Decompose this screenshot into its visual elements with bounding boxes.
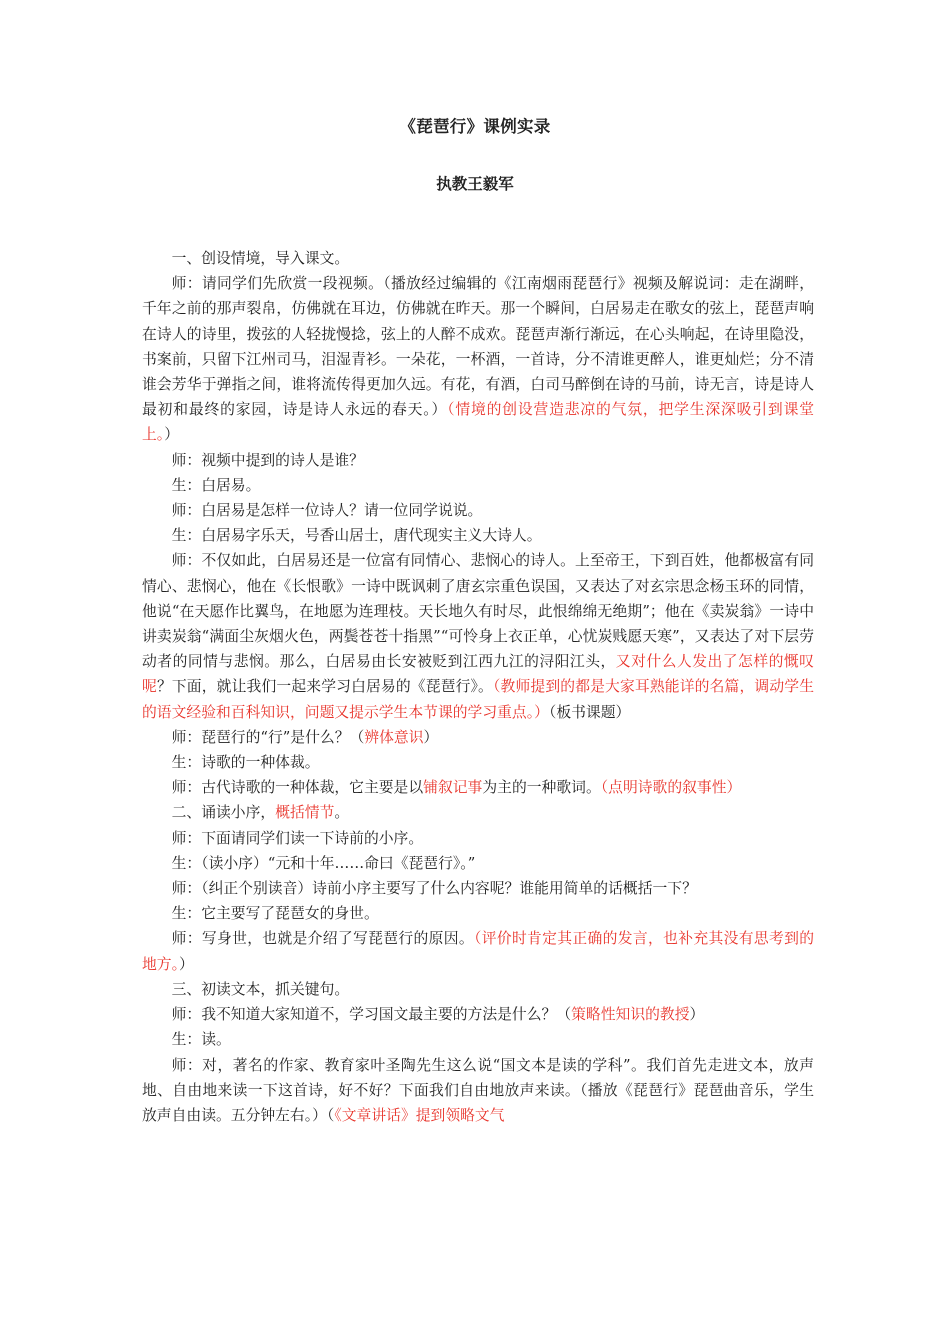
paragraph-text: 一、创设情境，导入课文。 xyxy=(171,250,350,267)
paragraph xyxy=(142,826,814,851)
paragraph xyxy=(142,800,814,825)
paragraph-text: 生：（读小序）“元和十年……命曰《琵琶行》。” xyxy=(171,854,476,872)
paragraph-text: 师：视频中提到的诗人是谁？ xyxy=(171,451,364,469)
paragraph xyxy=(142,851,814,876)
paragraph xyxy=(142,926,814,976)
paragraph-text: 生：白居易字乐天，号香山居士，唐代现实主义大诗人。 xyxy=(171,527,542,545)
paragraph-text: ） xyxy=(179,955,194,973)
paragraph xyxy=(142,498,814,523)
paragraph-text: 师：琵琶行的“行”是什么？（ xyxy=(171,728,365,746)
paragraph-text: 生：读。 xyxy=(171,1031,231,1049)
annotation-text: 辨体意识 xyxy=(364,728,424,746)
paragraph-text: 师：古代诗歌的一种体裁，它主要是以 xyxy=(171,779,424,797)
paragraph-text: ？下面，就让我们一起来学习白居易的《琵琶行》。 xyxy=(156,678,493,696)
paragraph xyxy=(142,725,814,750)
paragraph xyxy=(142,1027,814,1052)
document-author: 执教王毅军 xyxy=(436,175,514,193)
annotation-text: 策略性知识的教授 xyxy=(571,1006,690,1024)
paragraph-text: 师：写身世，也就是介绍了写琵琶行的原因。 xyxy=(171,930,474,948)
paragraph-text: 师：下面请同学们读一下诗前的小序。 xyxy=(171,829,424,847)
paragraph-text: 师：不仅如此，白居易还是一位富有同情心、悲悯心的诗人。上至帝王，下到百姓，他都极富有同情心、悲悯心，他在《长恨歌》一诗中既讽刺了唐玄宗重色误国，又表达了对玄宗思念杨玉环的同情，他说“在天愿作比翼鸟，在地愿为连理枝。天长地久有时尽，此恨绵绵无绝期”；他在《卖炭翁》一诗中讲卖炭翁“满面尘灰烟火色，两鬓苍苍十指黑”“可怜身上衣正单，心忧炭贱愿天寒”，又表达了对下层劳动者的同情与悲悯。那么，白居易由长安被贬到江西九江的浔阳江头， xyxy=(142,552,814,671)
paragraph-text: 生：它主要写了琵琶女的身世。 xyxy=(171,905,379,923)
annotation-text: （情境的创设营造悲凉的气氛，把学生深深吸引到课堂上。 xyxy=(142,401,814,444)
annotation-text: （点明诗歌的叙事性） xyxy=(600,779,742,797)
paragraph-text: 生：白居易。 xyxy=(171,476,261,494)
paragraph-text: 师：（纠正个别读音）诗前小序主要写了什么内容呢？谁能用简单的话概括一下？ xyxy=(171,880,697,898)
annotation-text: 《文章讲话》提到领略文气 xyxy=(334,1106,505,1124)
paragraph-text: 师：请同学们先欣赏一段视频。（播放经过编辑的《江南烟雨琵琶行》视频及解说词：走在湖畔，千年之前的那声裂帛，仿佛就在耳边，仿佛就在昨天。那一个瞬间，白居易走在歌女的弦上，琵琶声响在诗人的诗里，拨弦的人轻拢慢捻，弦上的人醉不成欢。琵琶声渐行渐远，在心头响起，在诗里隐没，书案前，只留下江州司马，泪湿青衫。一朵花，一杯酒，一首诗，分不清谁更醉人，谁更灿烂；分不清谁会芳华于弹指之间，谁将流传得更加久远。有花，有酒，白司马醉倒在诗的马前，诗无言，诗是诗人最初和最终的家园，诗是诗人永远的春天。） xyxy=(142,275,814,419)
paragraph xyxy=(142,775,814,800)
paragraph-text: 。 xyxy=(334,804,350,822)
paragraph xyxy=(142,901,814,926)
document-body xyxy=(142,246,814,1128)
paragraph xyxy=(142,1053,814,1129)
paragraph xyxy=(142,523,814,548)
paragraph-text: 师：我不知道大家知道不，学习国文最主要的方法是什么？（ xyxy=(171,1006,572,1024)
paragraph xyxy=(142,876,814,901)
annotation-text: （评价时肯定其正确的发言，也补充其没有思考到的地方。 xyxy=(142,930,814,973)
paragraph xyxy=(142,448,814,473)
paragraph-text: ） xyxy=(689,1006,705,1024)
paragraph-text: ） xyxy=(423,728,439,746)
annotation-text: 又对什么人发出了怎样的慨叹呢 xyxy=(142,653,814,696)
paragraph xyxy=(142,977,814,1002)
paragraph xyxy=(142,548,814,724)
paragraph-text: ） xyxy=(164,426,180,444)
paragraph xyxy=(142,246,814,271)
paragraph xyxy=(142,750,814,775)
paragraph-text: 师：对，著名的作家、教育家叶圣陶先生这么说“国文本是读的学科”。我们首先走进文本，放声地、自由地来读一下这首诗，好不好？下面我们自由地放声来读。（播放《琵琶行》琵琶曲音乐，学生放声自由读。五分钟左右。）（ xyxy=(142,1056,814,1124)
paragraph-text: 师：白居易是怎样一位诗人？请一位同学说说。 xyxy=(171,502,483,520)
paragraph-text: （板书课题） xyxy=(548,703,631,721)
paragraph-text: 三、初读文本，抓关键句。 xyxy=(171,980,350,998)
annotation-text: 铺叙记事 xyxy=(423,779,483,797)
paragraph-text: 为主的一种歌词。 xyxy=(482,779,601,797)
paragraph xyxy=(142,473,814,498)
paragraph-text: 生：诗歌的一种体裁。 xyxy=(171,754,320,772)
paragraph xyxy=(142,271,814,447)
annotation-text: （教师提到的都是大家耳熟能详的名篇，调动学生的语文经验和百科知识，问题又提示学生本节课的学习重点。） xyxy=(142,678,814,721)
annotation-text: 概括情节 xyxy=(275,804,335,822)
document-title: 《琵琶行》课例实录 xyxy=(399,117,551,136)
paragraph xyxy=(142,1002,814,1027)
paragraph-text: 二、诵读小序， xyxy=(171,804,276,822)
